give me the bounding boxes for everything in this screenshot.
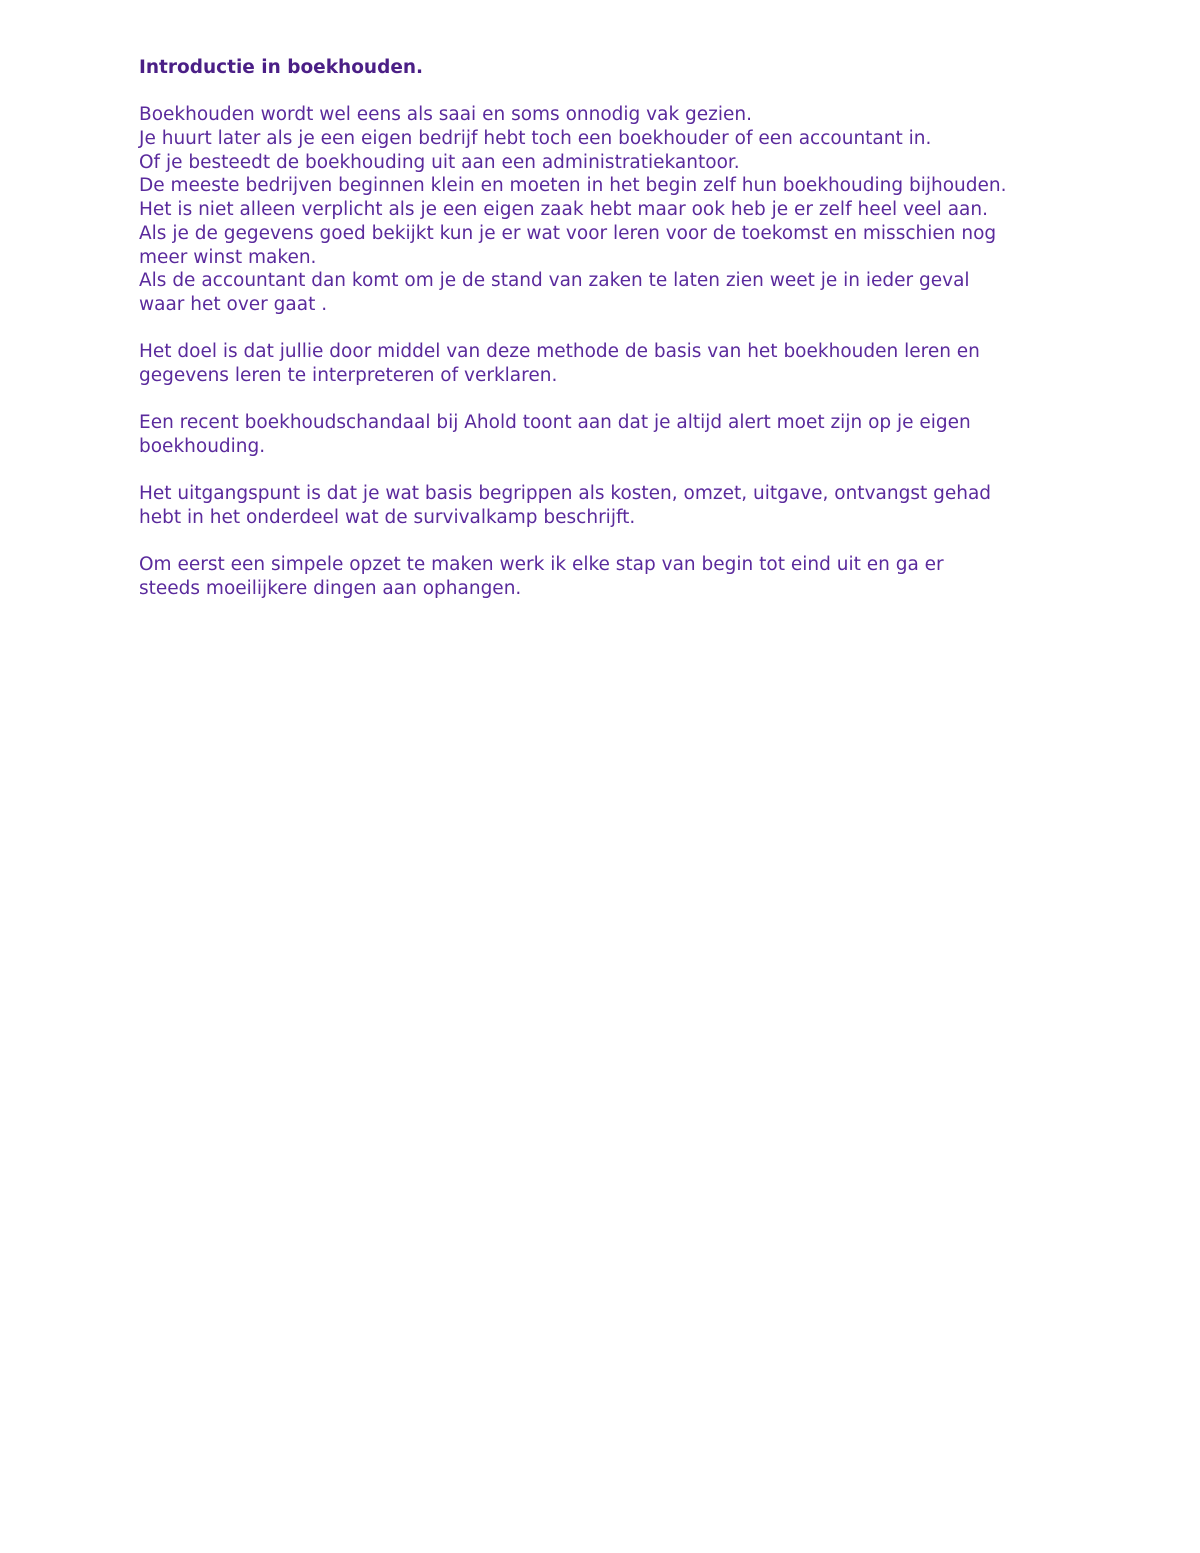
paragraph-starting-point bbox=[139, 482, 1079, 529]
paragraph-spacer bbox=[139, 317, 1079, 341]
text-line: Als de accountant dan komt om je de stand van zaken te laten zien weet je in ieder geval bbox=[139, 270, 970, 292]
text-line: Een recent boekhoudschandaal bij Ahold toont aan dat je altijd alert moet zijn op je eigen bbox=[139, 412, 971, 434]
text-line: gegevens leren te interpreteren of verklaren. bbox=[139, 364, 558, 386]
text-line: Je huurt later als je een eigen bedrijf hebt toch een boekhouder of een accountant in. bbox=[139, 128, 932, 150]
paragraph-spacer bbox=[139, 459, 1079, 483]
paragraph-spacer bbox=[139, 80, 1079, 104]
text-line: Het uitgangspunt is dat je wat basis begrippen als kosten, omzet, uitgave, ontvangst gehad bbox=[139, 483, 992, 505]
text-line: Om eerst een simpele opzet te maken werk ik elke stap van begin tot eind uit en ga er bbox=[139, 554, 944, 576]
text-line: hebt in het onderdeel wat de survivalkamp beschrijft. bbox=[139, 507, 636, 529]
text-line: Of je besteedt de boekhouding uit aan een administratiekantoor. bbox=[139, 151, 740, 173]
paragraph-goal bbox=[139, 340, 1079, 387]
paragraph-intro bbox=[139, 103, 1079, 316]
paragraph-spacer bbox=[139, 388, 1079, 412]
text-line: waar het over gaat . bbox=[139, 293, 328, 315]
text-line: boekhouding. bbox=[139, 436, 266, 457]
text-line: meer winst maken. bbox=[139, 246, 317, 268]
document-title: Introductie in boekhouden. bbox=[139, 57, 424, 78]
text-line: De meeste bedrijven beginnen klein en moeten in het begin zelf hun boekhouding bijhouden. bbox=[139, 175, 1007, 197]
paragraph-approach bbox=[139, 553, 1079, 600]
document-content bbox=[139, 56, 1079, 601]
text-line: Boekhouden wordt wel eens als saai en soms onnodig vak gezien. bbox=[139, 104, 753, 126]
text-line: Het doel is dat jullie door middel van deze methode de basis van het boekhouden leren en bbox=[139, 341, 980, 363]
text-line: Het is niet alleen verplicht als je een eigen zaak hebt maar ook heb je er zelf heel veel aan. bbox=[139, 199, 988, 221]
text-line: steeds moeilijkere dingen aan ophangen. bbox=[139, 578, 522, 600]
paragraph-spacer bbox=[139, 530, 1079, 554]
text-line: Als je de gegevens goed bekijkt kun je er wat voor leren voor de toekomst en misschien nog bbox=[139, 222, 997, 244]
paragraph-ahold bbox=[139, 411, 1079, 458]
